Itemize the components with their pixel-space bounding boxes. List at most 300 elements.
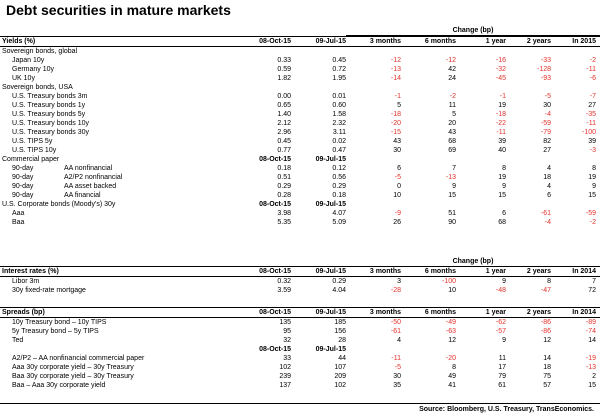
value-cell: 32 — [283, 337, 291, 344]
value-cell: -5 — [394, 174, 401, 181]
value-cell: 68 — [498, 219, 506, 226]
value-cell: -93 — [540, 75, 551, 82]
row-name: U.S. Treasury bonds 5y — [12, 111, 86, 118]
row-name: U.S. Treasury bonds 3m — [12, 93, 88, 100]
table-row — [0, 110, 600, 119]
value-cell: 1.82 — [277, 75, 291, 82]
value-cell: 3.59 — [277, 287, 291, 294]
value-cell: 35 — [393, 382, 401, 389]
value-cell: -86 — [540, 319, 551, 326]
value-cell: 156 — [334, 328, 346, 335]
empty-cell — [350, 83, 405, 92]
column-header: 2 years — [510, 37, 555, 47]
empty-cell — [460, 345, 510, 354]
value-cell: 12 — [448, 337, 456, 344]
table-row — [0, 354, 600, 363]
value-cell: -32 — [495, 66, 506, 73]
value-cell: -47 — [540, 287, 551, 294]
empty-cell — [460, 47, 510, 57]
empty-cell — [460, 155, 510, 164]
row-name: 30y fixed-rate mortgage — [12, 287, 86, 294]
row-label — [0, 381, 240, 390]
value-cell: 10 — [393, 192, 401, 199]
value-cell: -59 — [585, 210, 596, 217]
column-header: 1 year — [460, 37, 510, 47]
empty-cell — [555, 345, 600, 354]
empty-cell — [350, 200, 405, 209]
empty-cell — [510, 200, 555, 209]
value-cell: 3 — [397, 278, 401, 285]
value-cell: -45 — [495, 75, 506, 82]
column-header: 6 months — [405, 308, 460, 318]
value-cell: 20 — [448, 120, 456, 127]
value-cell: 135 — [279, 319, 291, 326]
value-cell: -59 — [540, 120, 551, 127]
table-row — [0, 65, 600, 74]
empty-cell — [510, 47, 555, 57]
table-row — [0, 182, 600, 191]
value-cell: -89 — [585, 319, 596, 326]
table-header-row — [0, 308, 600, 318]
value-cell: 0.47 — [332, 147, 346, 154]
section-header: Yields (%) — [0, 37, 240, 47]
value-cell: -11 — [496, 129, 506, 136]
empty-cell — [460, 83, 510, 92]
value-cell: -79 — [540, 129, 551, 136]
empty-cell — [555, 200, 600, 209]
empty-cell — [240, 47, 295, 57]
change-header: Change (bp) — [346, 27, 600, 36]
value-cell: 0.60 — [332, 102, 346, 109]
value-cell: 49 — [448, 373, 456, 380]
row-label — [0, 110, 240, 119]
value-cell: -49 — [445, 319, 456, 326]
value-cell: 11 — [498, 355, 506, 362]
value-cell: 9 — [502, 183, 506, 190]
value-cell: 39 — [498, 138, 506, 145]
column-header: 3 months — [350, 37, 405, 47]
value-cell: 2.96 — [277, 129, 291, 136]
value-cell: 30 — [543, 102, 551, 109]
row-label — [0, 137, 240, 146]
column-header: 3 months — [350, 308, 405, 318]
value-cell: 75 — [543, 373, 551, 380]
section-header: Interest rates (%) — [0, 267, 240, 277]
value-cell: 0.29 — [332, 183, 346, 190]
value-cell: -1 — [394, 93, 401, 100]
value-cell: 102 — [334, 382, 346, 389]
group-row — [0, 47, 600, 57]
table-row — [0, 363, 600, 372]
group-column-header: 09-Jul-15 — [315, 156, 346, 163]
value-cell: -12 — [445, 57, 456, 64]
column-header: 6 months — [405, 267, 460, 277]
row-label — [0, 164, 240, 173]
value-cell: 5 — [397, 102, 401, 109]
row-label — [0, 191, 240, 200]
table-row — [0, 286, 600, 295]
value-cell: -4 — [544, 111, 551, 118]
value-cell: 15 — [588, 192, 596, 199]
row-label — [0, 65, 240, 74]
column-header: In 2015 — [555, 37, 600, 47]
empty-cell — [405, 155, 460, 164]
value-cell: -74 — [585, 328, 596, 335]
value-cell: -20 — [390, 120, 401, 127]
value-cell: -9 — [394, 210, 401, 217]
value-cell: 3.11 — [332, 129, 346, 136]
value-cell: 27 — [588, 102, 596, 109]
value-cell: -28 — [390, 287, 401, 294]
table-header-row — [0, 267, 600, 277]
value-cell: 0.32 — [277, 278, 291, 285]
group-row — [0, 345, 600, 354]
value-cell: -16 — [495, 57, 506, 64]
empty-cell — [405, 345, 460, 354]
value-cell: 0.28 — [277, 192, 291, 199]
row-term: 90-day — [12, 192, 34, 199]
row-name: AA asset backed — [64, 183, 117, 190]
row-name: Aaa — [12, 210, 25, 217]
value-cell: -35 — [585, 111, 596, 118]
column-header: 1 year — [460, 267, 510, 277]
value-cell: 185 — [334, 319, 346, 326]
row-name: U.S. Treasury bonds 10y — [12, 120, 90, 127]
empty-cell — [240, 83, 295, 92]
empty-cell — [295, 47, 350, 57]
value-cell: -48 — [495, 287, 506, 294]
column-header: 09-Jul-15 — [295, 37, 350, 47]
value-cell: -100 — [441, 278, 456, 285]
value-cell: 30 — [393, 147, 401, 154]
value-cell: 9 — [452, 183, 456, 190]
value-cell: 0.33 — [277, 57, 291, 64]
value-cell: -7 — [589, 93, 596, 100]
value-cell: 0.59 — [277, 66, 291, 73]
row-name: A2/P2 nonfinancial — [64, 174, 123, 181]
column-header: 2 years — [510, 267, 555, 277]
table-row — [0, 74, 600, 83]
group-label: U.S. Corporate bonds (Moody's) 30y — [2, 201, 116, 208]
value-cell: 4.07 — [332, 210, 346, 217]
value-cell: 19 — [588, 174, 596, 181]
row-name: Libor 3m — [12, 278, 40, 285]
empty-cell — [350, 47, 405, 57]
bottom-divider — [0, 403, 600, 404]
value-cell: 0 — [397, 183, 401, 190]
value-cell: -22 — [495, 120, 506, 127]
value-cell: -4 — [544, 219, 551, 226]
column-header: 08-Oct-15 — [240, 267, 295, 277]
value-cell: -18 — [390, 111, 401, 118]
table-row — [0, 92, 600, 101]
table-row — [0, 101, 600, 110]
value-cell: 15 — [588, 382, 596, 389]
value-cell: -14 — [390, 75, 401, 82]
table-row — [0, 137, 600, 146]
row-name: Germany 10y — [12, 66, 55, 73]
value-cell: -33 — [540, 57, 551, 64]
value-cell: -128 — [536, 66, 551, 73]
row-name: U.S. Treasury bonds 30y — [12, 129, 90, 136]
value-cell: -61 — [390, 328, 401, 335]
value-cell: 43 — [393, 138, 401, 145]
page-title: Debt securities in mature markets — [6, 2, 231, 18]
group-column-header: 08-Oct-15 — [259, 346, 291, 353]
group-row — [0, 200, 600, 209]
empty-cell — [405, 200, 460, 209]
value-cell: -18 — [495, 111, 506, 118]
empty-cell — [405, 47, 460, 57]
row-name: Ted — [12, 337, 24, 344]
empty-cell — [405, 83, 460, 92]
value-cell: 2 — [592, 373, 596, 380]
value-cell: 43 — [448, 129, 456, 136]
value-cell: -2 — [589, 219, 596, 226]
value-cell: 61 — [498, 382, 506, 389]
value-cell: -1 — [499, 93, 506, 100]
group-column-header: 09-Jul-15 — [315, 346, 346, 353]
value-cell: 42 — [448, 66, 456, 73]
value-cell: 0.18 — [277, 165, 291, 172]
value-cell: -11 — [391, 355, 401, 362]
value-cell: -11 — [586, 66, 596, 73]
row-label — [0, 146, 240, 155]
value-cell: 0.00 — [277, 93, 291, 100]
group-column-header: 08-Oct-15 — [259, 201, 291, 208]
value-cell: 40 — [498, 147, 506, 154]
empty-cell — [510, 155, 555, 164]
row-name: AA nonfinancial — [64, 165, 113, 172]
table-row — [0, 146, 600, 155]
empty-cell — [350, 155, 405, 164]
value-cell: 57 — [543, 382, 551, 389]
value-cell: 1.40 — [277, 111, 291, 118]
column-header: 08-Oct-15 — [240, 37, 295, 47]
value-cell: 8 — [547, 278, 551, 285]
value-cell: 69 — [448, 147, 456, 154]
column-header: 09-Jul-15 — [295, 308, 350, 318]
column-header: In 2014 — [555, 308, 600, 318]
value-cell: -100 — [581, 129, 596, 136]
table-row — [0, 191, 600, 200]
row-name: Baa – Aaa 30y corporate yield — [12, 382, 106, 389]
column-header: 08-Oct-15 — [240, 308, 295, 318]
value-cell: 7 — [452, 165, 456, 172]
value-cell: 41 — [448, 382, 456, 389]
row-name: U.S. TIPS 10y — [12, 147, 57, 154]
table-row — [0, 318, 600, 328]
value-cell: 9 — [502, 278, 506, 285]
row-label — [0, 74, 240, 83]
value-cell: -5 — [394, 364, 401, 371]
value-cell: -2 — [589, 57, 596, 64]
value-cell: 33 — [283, 355, 291, 362]
row-name: Baa 30y corporate yield – 30y Treasury — [12, 373, 134, 380]
value-cell: 18 — [543, 174, 551, 181]
table-row — [0, 173, 600, 182]
row-label — [0, 277, 240, 287]
row-term: 90-day — [12, 174, 34, 181]
group-label: Sovereign bonds, USA — [2, 84, 73, 91]
table-row — [0, 381, 600, 390]
value-cell: 5.09 — [332, 219, 346, 226]
value-cell: 14 — [588, 337, 596, 344]
value-cell: 15 — [448, 192, 456, 199]
value-cell: 30 — [393, 373, 401, 380]
value-cell: -5 — [544, 93, 551, 100]
empty-cell — [350, 345, 405, 354]
table-row — [0, 119, 600, 128]
value-cell: 82 — [543, 138, 551, 145]
table-row — [0, 218, 600, 227]
value-cell: 8 — [452, 364, 456, 371]
value-cell: 28 — [338, 337, 346, 344]
row-name: 10y Treasury bond – 10y TIPS — [12, 319, 107, 326]
value-cell: -20 — [445, 355, 456, 362]
table-row — [0, 336, 600, 345]
value-cell: 5.35 — [277, 219, 291, 226]
value-cell: 0.29 — [277, 183, 291, 190]
value-cell: 239 — [279, 373, 291, 380]
value-cell: 1.58 — [332, 111, 346, 118]
value-cell: 8 — [502, 165, 506, 172]
value-cell: 19 — [498, 174, 506, 181]
table-row — [0, 209, 600, 218]
value-cell: 79 — [498, 373, 506, 380]
row-label — [0, 327, 240, 336]
row-name: Baa — [12, 219, 25, 226]
group-row — [0, 83, 600, 92]
table-row — [0, 128, 600, 137]
empty-cell — [555, 47, 600, 57]
value-cell: 15 — [498, 192, 506, 199]
value-cell: 18 — [543, 364, 551, 371]
value-cell: 39 — [588, 138, 596, 145]
value-cell: 3.98 — [277, 210, 291, 217]
column-header: 3 months — [350, 267, 405, 277]
row-name: U.S. TIPS 5y — [12, 138, 53, 145]
value-cell: 0.18 — [332, 192, 346, 199]
value-cell: 26 — [393, 219, 401, 226]
value-cell: 68 — [448, 138, 456, 145]
row-label — [0, 318, 240, 328]
value-cell: 0.51 — [277, 174, 291, 181]
value-cell: 0.45 — [277, 138, 291, 145]
empty-cell — [295, 83, 350, 92]
row-label — [0, 372, 240, 381]
row-name: Japan 10y — [12, 57, 45, 64]
value-cell: 9 — [592, 183, 596, 190]
value-cell: 72 — [588, 287, 596, 294]
row-label — [0, 286, 240, 295]
table-row — [0, 327, 600, 336]
value-cell: 17 — [498, 364, 506, 371]
group-column-header: 09-Jul-15 — [315, 201, 346, 208]
group-label: Commercial paper — [2, 156, 60, 163]
value-cell: 0.65 — [277, 102, 291, 109]
spreads-table — [0, 307, 600, 390]
row-label — [0, 182, 240, 191]
value-cell: 0.56 — [332, 174, 346, 181]
value-cell: -61 — [540, 210, 551, 217]
value-cell: 2.12 — [277, 120, 291, 127]
value-cell: 107 — [334, 364, 346, 371]
value-cell: -62 — [495, 319, 506, 326]
value-cell: 0.77 — [277, 147, 291, 154]
value-cell: 8 — [592, 165, 596, 172]
value-cell: 4 — [547, 165, 551, 172]
value-cell: 5 — [452, 111, 456, 118]
value-cell: 9 — [502, 337, 506, 344]
row-name: 5y Treasury bond – 5y TIPS — [12, 328, 99, 335]
row-label — [0, 101, 240, 110]
value-cell: 51 — [448, 210, 456, 217]
value-cell: -12 — [390, 57, 401, 64]
source-note: Source: Bloomberg, U.S. Treasury, TransEconomics. — [419, 406, 594, 413]
value-cell: 0.12 — [332, 165, 346, 172]
value-cell: -13 — [585, 364, 596, 371]
value-cell: 2.32 — [332, 120, 346, 127]
value-cell: 209 — [334, 373, 346, 380]
value-cell: -6 — [589, 75, 596, 82]
group-label — [0, 345, 240, 354]
value-cell: -13 — [390, 66, 401, 73]
value-cell: 6 — [397, 165, 401, 172]
value-cell: 27 — [543, 147, 551, 154]
interest-rates-table — [0, 266, 600, 295]
row-label — [0, 128, 240, 137]
value-cell: -2 — [449, 93, 456, 100]
value-cell: 1.95 — [332, 75, 346, 82]
value-cell: -11 — [586, 120, 596, 127]
value-cell: 102 — [279, 364, 291, 371]
table-row — [0, 277, 600, 287]
value-cell: 95 — [283, 328, 291, 335]
value-cell: 12 — [543, 337, 551, 344]
row-name: Aaa 30y corporate yield – 30y Treasury — [12, 364, 134, 371]
row-term: 90-day — [12, 183, 34, 190]
table-row — [0, 164, 600, 173]
row-label — [0, 354, 240, 363]
column-header: 09-Jul-15 — [295, 267, 350, 277]
value-cell: 44 — [338, 355, 346, 362]
row-term: 90-day — [12, 165, 34, 172]
column-header: 6 months — [405, 37, 460, 47]
value-cell: 0.29 — [332, 278, 346, 285]
column-header: 2 years — [510, 308, 555, 318]
row-label — [0, 56, 240, 65]
value-cell: -50 — [390, 319, 401, 326]
value-cell: 137 — [279, 382, 291, 389]
yields-table — [0, 36, 600, 227]
value-cell: 0.01 — [332, 93, 346, 100]
value-cell: 14 — [543, 355, 551, 362]
value-cell: 11 — [448, 102, 456, 109]
row-name: UK 10y — [12, 75, 35, 82]
empty-cell — [555, 83, 600, 92]
row-label — [0, 336, 240, 345]
column-header: 1 year — [460, 308, 510, 318]
value-cell: 4 — [397, 337, 401, 344]
value-cell: 6 — [547, 192, 551, 199]
row-name: A2/P2 – AA nonfinancial commercial paper — [12, 355, 145, 362]
row-name: U.S. Treasury bonds 1y — [12, 102, 86, 109]
table-header-row — [0, 37, 600, 47]
value-cell: -3 — [589, 147, 596, 154]
column-header: In 2014 — [555, 267, 600, 277]
row-label — [0, 173, 240, 182]
